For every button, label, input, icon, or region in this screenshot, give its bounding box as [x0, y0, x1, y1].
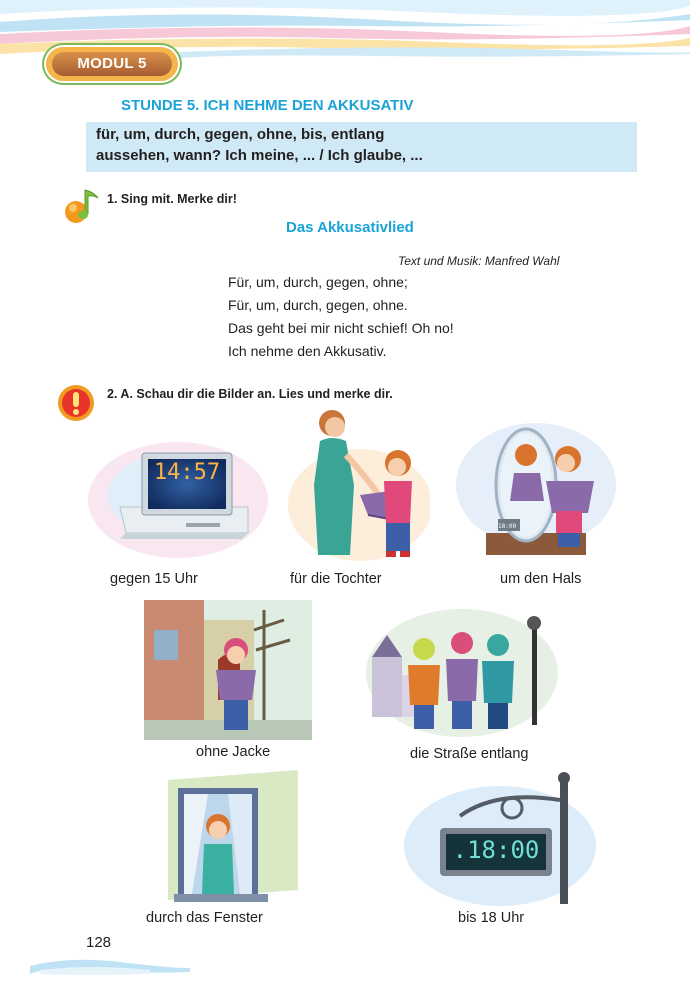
- lyric-line-2: Für, um, durch, gegen, ohne.: [228, 297, 408, 313]
- task1-title: 1. Sing mit. Merke dir!: [107, 192, 237, 206]
- lesson-title: STUNDE 5. ICH NEHME DEN AKKUSATIV: [121, 97, 414, 114]
- caption-fuer: für die Tochter: [290, 571, 382, 587]
- song-title: Das Akkusativlied: [286, 219, 414, 236]
- caption-bis: bis 18 Uhr: [458, 910, 525, 926]
- window-picture: [148, 770, 300, 910]
- mirror-picture: [446, 415, 616, 565]
- grammar-phrases: aussehen, wann? Ich meine, ... / Ich glaube, ...: [96, 147, 423, 164]
- footer-wave: [30, 948, 190, 978]
- modul-badge: [46, 47, 178, 81]
- page-number: 128: [86, 934, 112, 951]
- street-picture: [362, 605, 558, 740]
- modul-badge-inner: [52, 52, 172, 76]
- alarm-clock-picture: [78, 425, 268, 560]
- clock-display-2: .18:00: [452, 836, 540, 864]
- mother-daughter-picture: [280, 405, 430, 565]
- lyric-line-4: Ich nehme den Akkusativ.: [228, 343, 387, 359]
- clock-display-1: 14:57: [153, 460, 221, 485]
- exclamation-icon: [56, 383, 96, 423]
- modul-label: MODUL 5: [77, 55, 147, 72]
- mini-clock-display: 18:00: [498, 523, 517, 530]
- caption-gegen: gegen 15 Uhr: [110, 571, 198, 587]
- caption-ohne: ohne Jacke: [196, 744, 271, 760]
- task2-title: 2. A. Schau dir die Bilder an. Lies und merke dir.: [107, 387, 393, 401]
- lyric-line-1: Für, um, durch, gegen, ohne;: [228, 274, 408, 290]
- grammar-box: [86, 122, 637, 172]
- caption-durch: durch das Fenster: [146, 910, 263, 926]
- caption-um: um den Hals: [500, 571, 582, 587]
- girl-outside-picture: [144, 600, 312, 740]
- music-note-icon: [60, 186, 104, 226]
- caption-entlang: die Straße entlang: [410, 746, 529, 762]
- grammar-prepositions: für, um, durch, gegen, ohne, bis, entlang: [96, 126, 385, 143]
- song-credit: Text und Musik: Manfred Wahl: [398, 254, 560, 268]
- lyric-line-3: Das geht bei mir nicht schief! Oh no!: [228, 320, 454, 336]
